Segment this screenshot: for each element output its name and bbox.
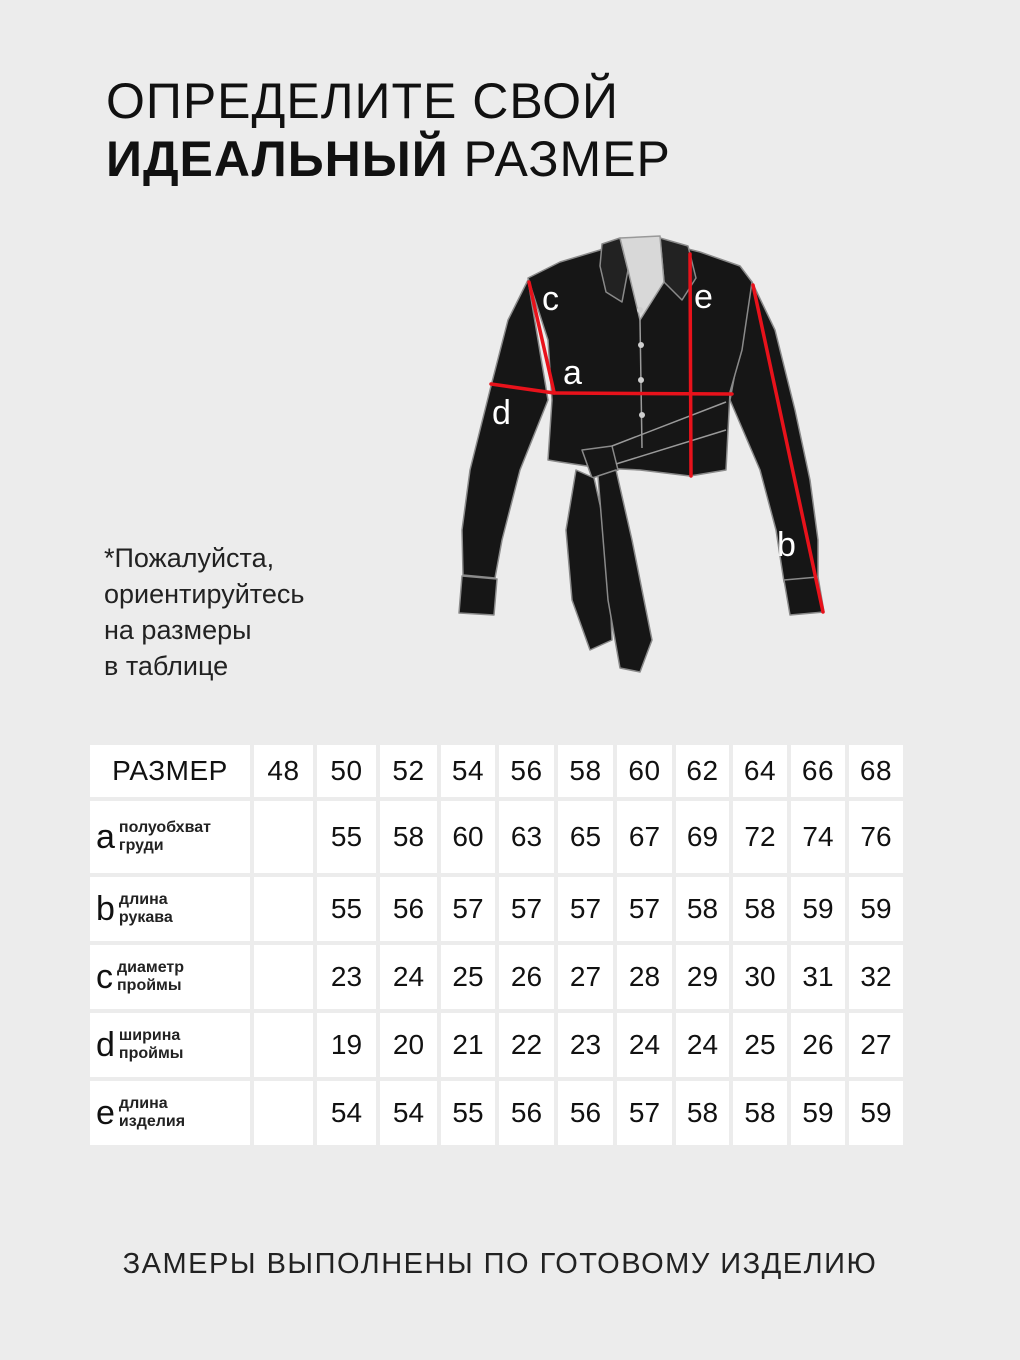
table-cell: 26 [791, 1013, 845, 1077]
row-letter: e [96, 1094, 115, 1132]
label-d: d [492, 394, 511, 432]
title-line-2 [106, 130, 671, 188]
sizing-note [104, 540, 404, 684]
table-cell: 60 [441, 801, 495, 873]
table-cell: 74 [791, 801, 845, 873]
table-cell: 22 [499, 1013, 554, 1077]
size-header-cell: 52 [380, 745, 437, 797]
footer-note: ЗАМЕРЫ ВЫПОЛНЕНЫ ПО ГОТОВОМУ ИЗДЕЛИЮ [122, 1248, 878, 1280]
row-desc-1: полуобхват [118, 819, 211, 836]
table-cell: 56 [499, 1081, 554, 1145]
size-header-cell: 54 [441, 745, 495, 797]
label-a: a [563, 354, 582, 392]
table-cell [254, 1013, 313, 1077]
table-cell: 56 [380, 877, 437, 941]
table-cell [254, 877, 313, 941]
table-cell: 24 [676, 1013, 729, 1077]
table-row [90, 1013, 903, 1077]
table-cell: 25 [733, 1013, 787, 1077]
label-c: c [542, 280, 559, 318]
shirt-measurement-diagram [440, 228, 860, 688]
shirt-illustration [459, 236, 824, 672]
table-row [90, 1081, 903, 1145]
title-line-1: ОПРЕДЕЛИТЕ СВОЙ [106, 73, 619, 129]
button [639, 412, 645, 418]
table-cell: 69 [676, 801, 729, 873]
table-cell: 28 [617, 945, 672, 1009]
measure-line-a [554, 393, 732, 394]
table-cell: 59 [849, 877, 903, 941]
row-desc-2: рукава [118, 909, 173, 926]
table-cell [254, 1081, 313, 1145]
page-title [106, 72, 671, 188]
table-cell: 25 [441, 945, 495, 1009]
button [637, 307, 643, 313]
table-cell: 24 [380, 945, 437, 1009]
row-label [90, 1013, 250, 1077]
size-header-cell: 48 [254, 745, 313, 797]
table-cell: 55 [317, 801, 376, 873]
table-cell: 54 [380, 1081, 437, 1145]
row-label [90, 945, 250, 1009]
note-line-3: на размеры [104, 615, 252, 645]
size-header-cell: 58 [558, 745, 613, 797]
row-letter: b [96, 890, 115, 928]
table-cell: 57 [617, 877, 672, 941]
size-table [86, 741, 907, 1149]
row-label [90, 1081, 250, 1145]
table-cell: 29 [676, 945, 729, 1009]
row-desc-1: диаметр [117, 959, 185, 976]
row-desc-2: изделия [118, 1113, 186, 1130]
table-cell: 19 [317, 1013, 376, 1077]
row-letter: a [96, 818, 115, 856]
table-cell: 55 [317, 877, 376, 941]
note-line-1: *Пожалуйста, [104, 543, 275, 573]
size-header-cell: 68 [849, 745, 903, 797]
table-cell: 65 [558, 801, 613, 873]
button [638, 342, 644, 348]
button [638, 377, 644, 383]
table-cell: 59 [791, 1081, 845, 1145]
table-cell: 27 [849, 1013, 903, 1077]
left-cuff [459, 576, 497, 615]
row-label [90, 801, 250, 873]
size-header-cell: 50 [317, 745, 376, 797]
table-cell: 56 [558, 1081, 613, 1145]
table-cell: 59 [849, 1081, 903, 1145]
table-cell: 58 [380, 801, 437, 873]
table-cell: 32 [849, 945, 903, 1009]
size-header-cell: 64 [733, 745, 787, 797]
table-cell: 58 [733, 877, 787, 941]
table-cell: 54 [317, 1081, 376, 1145]
table-cell: 24 [617, 1013, 672, 1077]
row-label [90, 877, 250, 941]
table-cell: 31 [791, 945, 845, 1009]
table-cell: 72 [733, 801, 787, 873]
table-cell: 21 [441, 1013, 495, 1077]
table-cell: 58 [733, 1081, 787, 1145]
table-cell [254, 945, 313, 1009]
title-rest: РАЗМЕР [448, 131, 671, 187]
table-cell: 57 [441, 877, 495, 941]
row-desc-1: длина [118, 891, 168, 908]
title-bold-word: ИДЕАЛЬНЫЙ [106, 131, 449, 187]
size-header-row [90, 745, 903, 797]
table-row [90, 945, 903, 1009]
row-desc-1: длина [118, 1095, 168, 1112]
table-cell: 23 [558, 1013, 613, 1077]
table-cell: 67 [617, 801, 672, 873]
row-letter: d [96, 1026, 115, 1064]
table-cell: 57 [617, 1081, 672, 1145]
table-row [90, 877, 903, 941]
size-header-cell: 60 [617, 745, 672, 797]
table-cell: 63 [499, 801, 554, 873]
row-desc-2: проймы [118, 1045, 184, 1062]
table-cell: 57 [499, 877, 554, 941]
note-line-2: ориентируйтесь [104, 579, 305, 609]
size-header-cell: 62 [676, 745, 729, 797]
size-header-cell: 66 [791, 745, 845, 797]
table-cell: 57 [558, 877, 613, 941]
table-cell: 23 [317, 945, 376, 1009]
table-cell: 26 [499, 945, 554, 1009]
size-header-label: РАЗМЕР [90, 745, 250, 797]
table-cell: 20 [380, 1013, 437, 1077]
table-cell: 59 [791, 877, 845, 941]
table-cell: 58 [676, 877, 729, 941]
row-desc-2: проймы [117, 977, 182, 994]
row-desc-2: груди [118, 837, 164, 854]
label-b: b [777, 526, 796, 564]
label-e: e [694, 278, 713, 316]
table-cell [254, 801, 313, 873]
measure-line-e [690, 254, 691, 476]
row-desc-1: ширина [118, 1027, 181, 1044]
table-cell: 30 [733, 945, 787, 1009]
table-cell: 76 [849, 801, 903, 873]
row-letter: c [96, 958, 113, 996]
table-cell: 27 [558, 945, 613, 1009]
table-cell: 55 [441, 1081, 495, 1145]
table-cell: 58 [676, 1081, 729, 1145]
size-header-cell: 56 [499, 745, 554, 797]
note-line-4: в таблице [104, 651, 229, 681]
table-row [90, 801, 903, 873]
